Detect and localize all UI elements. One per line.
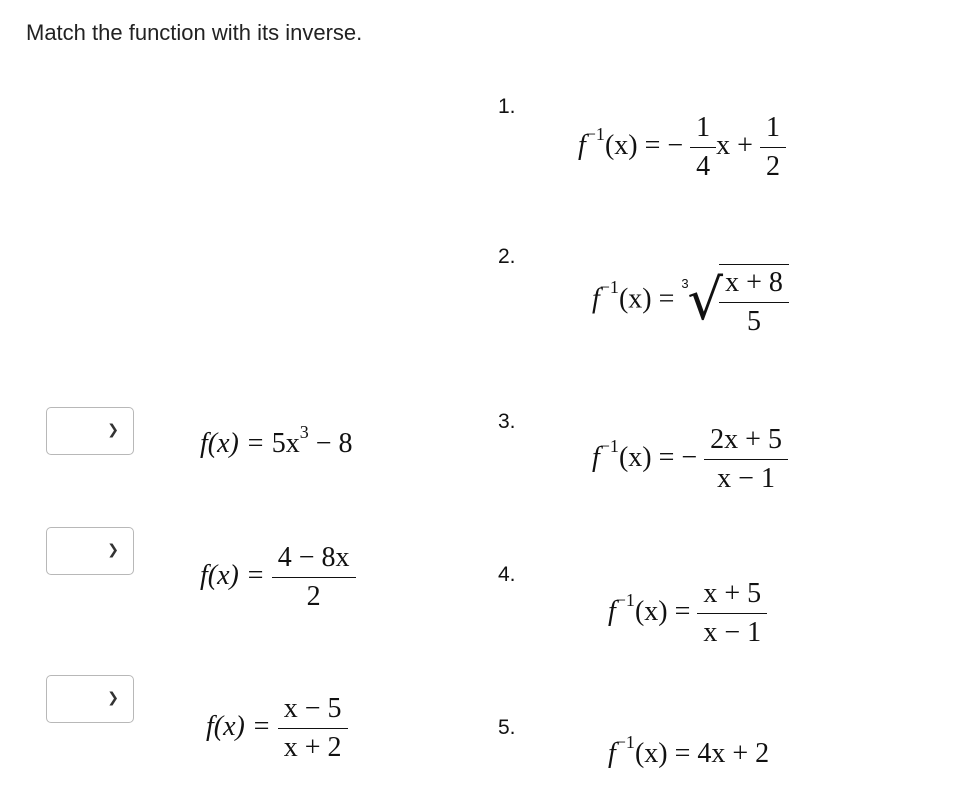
inverse-label-2: 2. [498, 245, 516, 268]
inverse-4-superscript: −1 [615, 589, 635, 610]
inverse-4-f: f [608, 595, 616, 627]
function-1 [200, 422, 353, 460]
function-3-denominator: x + 2 [283, 732, 342, 763]
inverse-1-denominator-a: 4 [696, 151, 711, 182]
inverse-2-numerator: x + 8 [719, 267, 789, 303]
inverse-4 [608, 578, 767, 649]
inverse-4-arg: (x) = [634, 595, 698, 627]
function-2 [200, 542, 356, 613]
inverse-2-f: f [592, 283, 600, 315]
inverse-3-f: f [592, 441, 600, 473]
function-1-power: 3 [299, 422, 309, 442]
radicand [719, 264, 789, 338]
match-select-3[interactable] [46, 675, 134, 723]
chevron-down-icon: ❯ [107, 690, 119, 706]
inverse-label-3: 3. [498, 410, 516, 433]
inverse-1-fraction-b [760, 112, 786, 183]
function-1-base: 5x [271, 428, 300, 459]
inverse-3-fraction [704, 424, 788, 495]
inverse-3 [592, 424, 788, 495]
inverse-1-middle: x + [716, 129, 760, 161]
function-2-numerator: 4 − 8x [272, 542, 356, 578]
function-1-lhs: f(x) = [200, 428, 272, 459]
inverse-5 [608, 732, 770, 770]
inverse-label-4: 4. [498, 563, 516, 586]
function-2-fraction [272, 542, 356, 613]
inverse-4-fraction [697, 578, 767, 649]
inverse-5-arg: (x) = 4x + 2 [634, 738, 770, 769]
inverse-1-superscript: −1 [585, 123, 605, 144]
inverse-2-arg: (x) = [618, 283, 682, 315]
function-3-lhs: f(x) = [206, 710, 278, 742]
match-select-1[interactable] [46, 407, 134, 455]
inverse-1-numerator-a: 1 [690, 112, 716, 148]
radical-sign-icon: √ [687, 268, 724, 333]
question-prompt: Match the function with its inverse. [26, 20, 363, 45]
inverse-3-arg: (x) = − [618, 441, 698, 473]
inverse-3-numerator: 2x + 5 [704, 424, 788, 460]
inverse-5-superscript: −1 [615, 732, 635, 752]
match-select-2[interactable] [46, 527, 134, 575]
inverse-1-denominator-b: 2 [765, 151, 780, 182]
inverse-2-superscript: −1 [599, 277, 619, 298]
inverse-1-f: f [578, 129, 586, 161]
function-1-tail: − 8 [308, 428, 353, 459]
inverse-3-denominator: x − 1 [717, 463, 775, 494]
inverse-5-f: f [608, 738, 616, 769]
function-2-denominator: 2 [306, 581, 321, 612]
function-3 [206, 693, 348, 764]
inverse-label-5: 5. [498, 716, 516, 739]
inverse-3-superscript: −1 [599, 435, 619, 456]
inverse-2-denominator: 5 [746, 306, 761, 337]
inverse-1-fraction-a [690, 112, 716, 183]
inverse-1-arg: (x) = − [604, 129, 684, 161]
cube-root [681, 264, 788, 338]
chevron-down-icon: ❯ [107, 542, 119, 558]
inverse-2 [592, 264, 789, 338]
cube-root-index: 3 [681, 276, 689, 291]
inverse-2-fraction [719, 267, 789, 338]
inverse-1-numerator-b: 1 [760, 112, 786, 148]
chevron-down-icon: ❯ [107, 422, 119, 438]
inverse-label-1: 1. [498, 95, 516, 118]
inverse-1 [578, 112, 786, 183]
inverse-4-numerator: x + 5 [697, 578, 767, 614]
function-3-fraction [278, 693, 348, 764]
function-3-numerator: x − 5 [278, 693, 348, 729]
function-2-lhs: f(x) = [200, 559, 272, 591]
inverse-4-denominator: x − 1 [703, 617, 762, 648]
